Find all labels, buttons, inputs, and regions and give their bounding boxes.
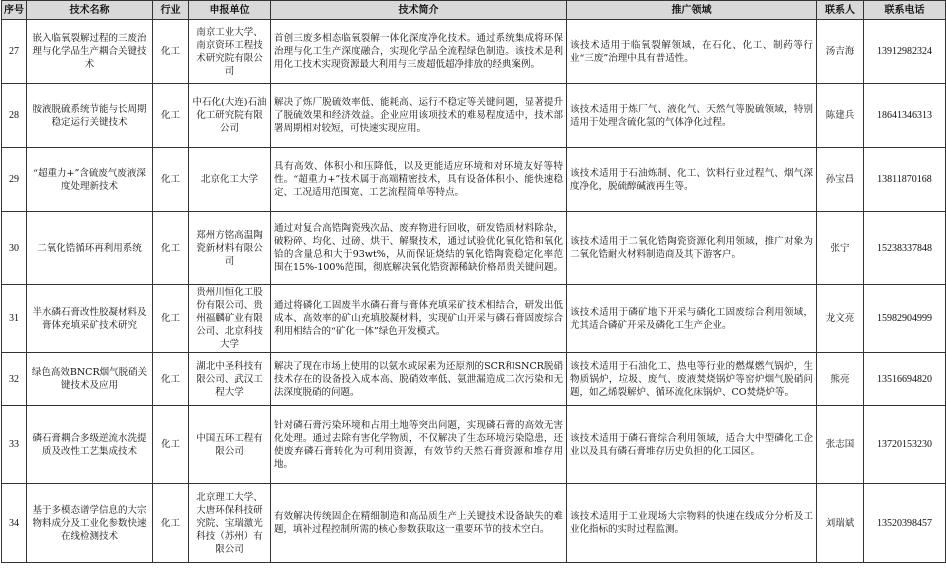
cell-intro: 通过对复合高锆陶瓷残次品、废弃物进行回收，研发锆质材料除杂，破粉碎、均化、过磅、烘干、解聚技术，通过试验优化氧化锆和氧化铪的含量总和大于93wt%，从而保证烧结的氧化锆陶瓷稳定化率范围在15%-100%范围，彻底解决氧化锆资源稀缺价格昂贵关键问题。 <box>271 212 567 285</box>
cell-unit: 北京理工大学、大唐环保科技研究院、宝瑞激光科技（苏州）有限公司 <box>189 484 271 563</box>
cell-no: 31 <box>2 285 27 353</box>
cell-field: 该技术适用于工业现场大宗物料的快速在线成分分析及工业化指标的实时过程监测。 <box>567 484 817 563</box>
cell-no: 33 <box>2 406 27 484</box>
cell-unit: 中国五环工程有限公司 <box>189 406 271 484</box>
cell-phone: 15238337848 <box>864 212 946 285</box>
header-phone: 联系电话 <box>864 1 946 20</box>
cell-no: 32 <box>2 353 27 406</box>
cell-name: 绿色高效BNCR烟气脱硝关键技术及应用 <box>27 353 153 406</box>
cell-industry: 化工 <box>153 353 189 406</box>
header-industry: 行业 <box>153 1 189 20</box>
cell-intro: 针对磷石膏污染环境和占用土地等突出问题，实现磷石膏的高效无害化处理。通过去除有害化学物质，不仅解决了生态环境污染隐患，还使废弃磷石膏转化为可利用资源，有效节约天然石膏资源和堆存用地。 <box>271 406 567 484</box>
cell-field: 该技术适用于二氧化锆陶瓷资源化利用领域，推广对象为二氧化锆耐火材料制造商及其下游客户。 <box>567 212 817 285</box>
cell-field: 该技术适用于石油化工、热电等行业的燃煤燃气锅炉，生物质锅炉，垃圾、废气、废液焚烧锅炉等窑炉烟气脱硝问题，如乙烯裂解炉、循环流化床锅炉、CO焚烧炉等。 <box>567 353 817 406</box>
cell-phone: 13516694820 <box>864 353 946 406</box>
table-row <box>2 20 946 84</box>
cell-intro: 解决了现在市场上使用的以氨水或尿素为还原剂的SCR和SNCR脱硝技术存在的设备投入成本高、脱硝效率低、氨泄漏造成二次污染和无法深度脱硝的问题。 <box>271 353 567 406</box>
cell-unit: 中石化(大连)石油化工研究院有限公司 <box>189 84 271 148</box>
cell-no: 27 <box>2 20 27 84</box>
cell-unit: 南京工业大学、南京资环工程技术研究院有限公司 <box>189 20 271 84</box>
table-row <box>2 484 946 563</box>
cell-no: 30 <box>2 212 27 285</box>
table-row <box>2 406 946 484</box>
cell-contact: 陈建兵 <box>817 84 864 148</box>
cell-phone: 13811870168 <box>864 148 946 212</box>
cell-intro: 解决了炼厂脱硫效率低、能耗高、运行不稳定等关键问题，显著提升了脱硫效果和经济效益。企业应用该项技术的难易程度适中，技术部署周期相对较短，可快速实现应用。 <box>271 84 567 148</box>
cell-contact: 龙文亮 <box>817 285 864 353</box>
header-no: 序号 <box>2 1 27 20</box>
cell-industry: 化工 <box>153 406 189 484</box>
cell-contact: 刘瑞斌 <box>817 484 864 563</box>
cell-contact: 张志国 <box>817 406 864 484</box>
cell-name: 二氧化锆循环再利用系统 <box>27 212 153 285</box>
cell-intro: 有效解决传统固企在精细制造和高品质生产上关键技术设备缺失的难题，填补过程控制所需的核心参数获取这一重要环节的技术空白。 <box>271 484 567 563</box>
technology-table <box>1 0 946 563</box>
cell-contact: 汤吉海 <box>817 20 864 84</box>
cell-field: 该技术适用于磷矿地下开采与磷化工固废综合利用领域，尤其适合磷矿开采及磷化工生产企业。 <box>567 285 817 353</box>
table-row <box>2 84 946 148</box>
cell-unit: 北京化工大学 <box>189 148 271 212</box>
cell-name: 基于多模态谱学信息的大宗物料成分及工业化参数快速在线检测技术 <box>27 484 153 563</box>
cell-field: 该技术适用于炼厂气、液化气、天然气等脱硫领域，特别适用于处理含硫化氢的气体净化过程。 <box>567 84 817 148</box>
cell-name: 胺液脱硫系统节能与长周期稳定运行关键技术 <box>27 84 153 148</box>
cell-industry: 化工 <box>153 484 189 563</box>
cell-field: 该技术适用于磷石膏综合利用领域，适合大中型磷化工企业以及具有磷石膏堆存历史负担的化工园区。 <box>567 406 817 484</box>
cell-contact: 熊亮 <box>817 353 864 406</box>
cell-phone: 13912982324 <box>864 20 946 84</box>
cell-industry: 化工 <box>153 148 189 212</box>
table-row <box>2 212 946 285</box>
header-intro: 技术简介 <box>271 1 567 20</box>
cell-phone: 13720153230 <box>864 406 946 484</box>
cell-name: “超重力+”含硫废气废液深度处理新技术 <box>27 148 153 212</box>
cell-industry: 化工 <box>153 285 189 353</box>
cell-industry: 化工 <box>153 84 189 148</box>
header-name: 技术名称 <box>27 1 153 20</box>
cell-unit: 郑州方铭高温陶瓷新材料有限公司 <box>189 212 271 285</box>
cell-unit: 湖北中圣科技有限公司、武汉工程大学 <box>189 353 271 406</box>
cell-name: 嵌入临氧裂解过程的三废治理与化学品生产耦合关键技术 <box>27 20 153 84</box>
cell-intro: 通过将磷化工固废半水磷石膏与膏体充填采矿技术相结合，研发出低成本、高效率的矿山充填胶凝材料，实现矿山开采与磷石膏固废综合利用相结合的“矿化一体”绿色开发模式。 <box>271 285 567 353</box>
cell-contact: 张宁 <box>817 212 864 285</box>
cell-name: 磷石膏耦合多级逆流水洗提质及改性工艺集成技术 <box>27 406 153 484</box>
cell-industry: 化工 <box>153 20 189 84</box>
table-row <box>2 148 946 212</box>
cell-phone: 18641346313 <box>864 84 946 148</box>
cell-industry: 化工 <box>153 212 189 285</box>
cell-intro: 首创三废多相态临氧裂解一体化深度净化技术。通过系统集成将环保治理与化工生产深度融合，实现化学品全流程绿色制造。该技术是利用化工技术实现资源最大利用与三废超低超净排放的经典案例。 <box>271 20 567 84</box>
cell-no: 29 <box>2 148 27 212</box>
header-row <box>2 1 946 20</box>
cell-unit: 贵州川恒化工股份有限公司、贵州福麟矿业有限公司、北京科技大学 <box>189 285 271 353</box>
cell-phone: 13520398457 <box>864 484 946 563</box>
cell-no: 28 <box>2 84 27 148</box>
cell-intro: 具有高效、体积小和压降低，以及更能适应环境和对环境友好等特性。“超重力+”技术属于高端精密技术，具有设备体积小、能快速稳定、工况适用范围宽、工艺流程简单等特点。 <box>271 148 567 212</box>
cell-name: 半水磷石膏改性胶凝材料及膏体充填采矿技术研究 <box>27 285 153 353</box>
cell-phone: 15982904999 <box>864 285 946 353</box>
table-row <box>2 353 946 406</box>
table-row <box>2 285 946 353</box>
cell-contact: 孙宝昌 <box>817 148 864 212</box>
header-unit: 申报单位 <box>189 1 271 20</box>
cell-field: 该技术适用于临氧裂解领域，在石化、化工、制药等行业“三废”治理中具有普适性。 <box>567 20 817 84</box>
cell-field: 该技术适用于石油炼制、化工、饮料行业过程气、烟气深度净化，脱硫醇碱液再生等。 <box>567 148 817 212</box>
header-contact: 联系人 <box>817 1 864 20</box>
header-field: 推广领域 <box>567 1 817 20</box>
cell-no: 34 <box>2 484 27 563</box>
